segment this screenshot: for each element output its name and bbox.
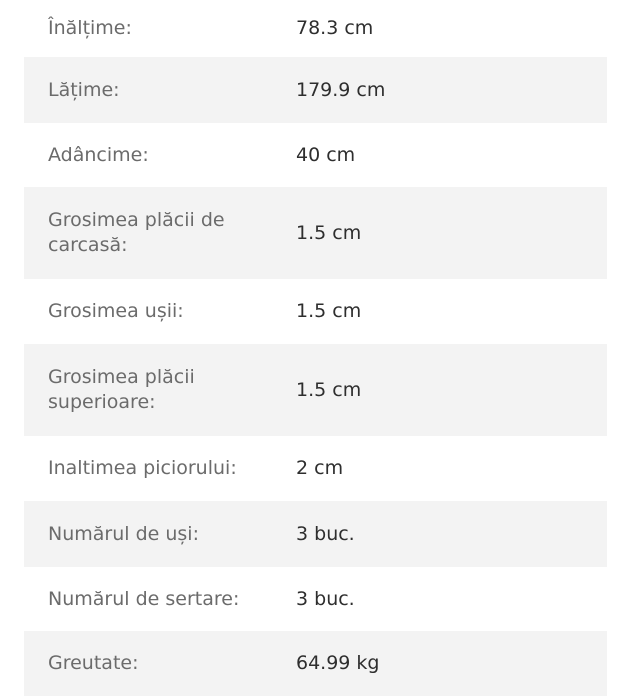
spec-label: Grosimea plăcii de carcasă: <box>48 209 225 256</box>
spec-value: 2 cm <box>296 457 344 479</box>
spec-row-depth <box>24 123 607 187</box>
spec-value: 1.5 cm <box>296 221 362 244</box>
spec-value: 3 buc. <box>296 522 355 545</box>
spec-row-weight <box>24 631 607 696</box>
spec-label: Inaltimea piciorului: <box>48 457 237 479</box>
spec-label: Numărul de uși: <box>48 522 199 545</box>
spec-row-door-thickness <box>24 279 607 344</box>
spec-value: 78.3 cm <box>296 17 374 39</box>
spec-row-carcass-thickness <box>24 187 607 279</box>
spec-value: 64.99 kg <box>296 652 380 674</box>
spec-label: Adâncime: <box>48 143 149 166</box>
spec-label: Greutate: <box>48 652 139 674</box>
spec-label: Înălțime: <box>48 17 132 39</box>
spec-value: 3 buc. <box>296 587 355 610</box>
spec-label: Numărul de sertare: <box>48 587 240 610</box>
spec-row-width <box>24 57 607 123</box>
spec-row-top-thickness <box>24 344 607 436</box>
spec-value: 179.9 cm <box>296 78 386 101</box>
spec-value: 1.5 cm <box>296 378 362 401</box>
spec-label: Grosimea ușii: <box>48 300 184 322</box>
spec-value: 40 cm <box>296 143 356 166</box>
spec-row-drawers-count <box>24 567 607 631</box>
spec-row-leg-height <box>24 436 607 501</box>
spec-label: Lățime: <box>48 78 120 101</box>
spec-label: Grosimea plăcii superioare: <box>48 366 195 413</box>
specifications-table <box>24 0 607 696</box>
spec-value: 1.5 cm <box>296 300 362 322</box>
spec-row-doors-count <box>24 501 607 567</box>
spec-row-height <box>24 0 607 57</box>
